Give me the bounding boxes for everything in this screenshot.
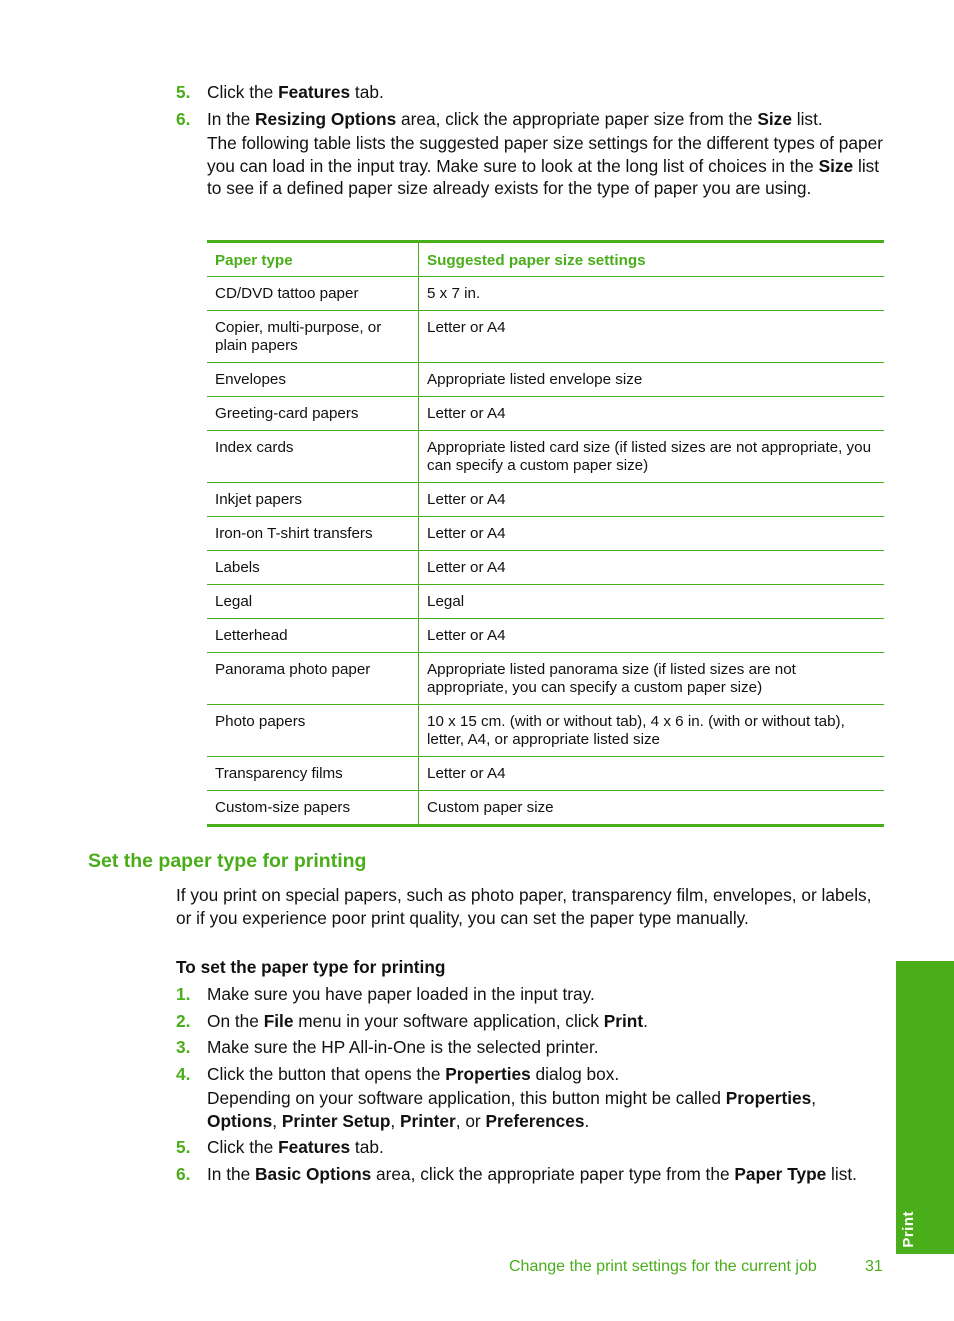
step-bold: Resizing Options	[255, 108, 397, 129]
step-number: 5.	[176, 1137, 191, 1157]
table-cell: 10 x 15 cm. (with or without tab), 4 x 6 in. (with or without tab), letter, A4, or appropriate listed size	[419, 705, 885, 757]
step-bold: Print	[603, 1010, 644, 1031]
table-cell: Inkjet papers	[207, 483, 419, 517]
table-row	[207, 397, 884, 431]
paragraph-text: list to see if a defined paper size already exists for the type of paper you are using.	[207, 155, 880, 198]
step-text: area, click the appropriate paper size from the	[396, 108, 758, 129]
table-cell: Letter or A4	[419, 619, 885, 653]
table-row	[207, 551, 884, 585]
table-row	[207, 277, 884, 311]
step-text: list.	[826, 1163, 857, 1184]
table-cell: Labels	[207, 551, 419, 585]
step-text: tab.	[350, 82, 384, 102]
paragraph-text: ,	[811, 1088, 817, 1108]
step-bold: Properties	[445, 1063, 531, 1084]
step-text: dialog box.	[530, 1063, 620, 1084]
table-cell: Letter or A4	[419, 311, 885, 363]
step-2	[176, 1010, 888, 1033]
table-cell: Panorama photo paper	[207, 653, 419, 705]
step-paragraph	[207, 132, 888, 200]
table-row	[207, 757, 884, 791]
paragraph-text: The following table lists the suggested paper size settings for the different types of paper you can load in the input tray. Make sure to look at the long list of choices in the	[207, 133, 883, 176]
table-cell: Appropriate listed card size (if listed sizes are not appropriate, you can specify a custom paper size)	[419, 431, 885, 483]
column-header-suggested-size: Suggested paper size settings	[419, 242, 885, 277]
step-text: area, click the appropriate paper type from the	[371, 1163, 735, 1184]
paragraph-bold: Options	[207, 1110, 273, 1131]
chapter-tab-label: Print	[900, 1211, 917, 1248]
footer-title: Change the print settings for the current job	[509, 1258, 817, 1275]
table-row	[207, 363, 884, 397]
paragraph-text: , or	[455, 1110, 486, 1131]
table-cell: Letter or A4	[419, 397, 885, 431]
table-row	[207, 791, 884, 826]
table-cell: Legal	[207, 585, 419, 619]
table-row	[207, 483, 884, 517]
table-cell: Custom-size papers	[207, 791, 419, 826]
paragraph-bold: Printer Setup	[281, 1110, 391, 1131]
step-text: Make sure the HP All-in-One is the selected printer.	[207, 1037, 599, 1057]
column-header-paper-type: Paper type	[207, 242, 419, 277]
step-text: In the	[207, 1163, 256, 1184]
table-row	[207, 311, 884, 363]
step-5	[176, 1136, 888, 1159]
step-bold: Features	[278, 1137, 351, 1157]
table-row	[207, 431, 884, 483]
paragraph-text: ,	[272, 1110, 282, 1131]
table-cell: Letter or A4	[419, 483, 885, 517]
step-number: 6.	[176, 1163, 191, 1184]
step-bold: File	[263, 1010, 294, 1031]
step-6	[176, 1163, 888, 1186]
table-row	[207, 619, 884, 653]
step-number: 1.	[176, 984, 191, 1004]
paragraph-text: .	[584, 1110, 590, 1131]
steps-top	[176, 81, 888, 204]
step-1	[176, 983, 888, 1006]
step-text: menu in your software application, click	[293, 1010, 604, 1031]
table-cell: Iron-on T-shirt transfers	[207, 517, 419, 551]
step-number: 2.	[176, 1010, 191, 1031]
table-cell: Transparency films	[207, 757, 419, 791]
table-row	[207, 653, 884, 705]
section-heading: Set the paper type for printing	[88, 850, 367, 872]
step-text: Make sure you have paper loaded in the input tray.	[207, 984, 595, 1004]
table-cell: Copier, multi-purpose, or plain papers	[207, 311, 419, 363]
step-text: Click the	[207, 82, 279, 102]
steps-bottom	[176, 983, 888, 1189]
table-cell: Legal	[419, 585, 885, 619]
table-cell: Greeting-card papers	[207, 397, 419, 431]
procedure-heading: To set the paper type for printing	[176, 957, 446, 977]
step-bold: Basic Options	[255, 1163, 372, 1184]
step-text: list.	[791, 108, 823, 129]
table-cell: Appropriate listed panorama size (if listed sizes are not appropriate, you can specify a custom paper size)	[419, 653, 885, 705]
step-text: On the	[207, 1010, 264, 1031]
table-cell: CD/DVD tattoo paper	[207, 277, 419, 311]
paper-size-table	[207, 240, 884, 827]
table-cell: Envelopes	[207, 363, 419, 397]
step-text: Click the	[207, 1137, 279, 1157]
step-bold: Paper Type	[734, 1163, 827, 1184]
step-paragraph	[207, 1087, 888, 1132]
table-cell: Appropriate listed envelope size	[419, 363, 885, 397]
chapter-side-tab	[896, 961, 954, 1254]
table-cell: Custom paper size	[419, 791, 885, 826]
step-number: 3.	[176, 1037, 191, 1057]
section-intro: If you print on special papers, such as photo paper, transparency film, envelopes, or labels, or if you experience poor print quality, you can set the paper type manually.	[176, 885, 872, 928]
step-3	[176, 1036, 888, 1059]
step-text: tab.	[350, 1137, 384, 1157]
step-number: 5.	[176, 82, 191, 102]
table-row	[207, 585, 884, 619]
paragraph-text: Depending on your software application, this button might be called	[207, 1088, 726, 1108]
step-text: Click the button that opens the	[207, 1063, 446, 1084]
table-row	[207, 517, 884, 551]
step-5-top	[176, 81, 888, 104]
table-cell: Letter or A4	[419, 517, 885, 551]
paragraph-bold: Properties	[725, 1088, 812, 1108]
table-cell: Letterhead	[207, 619, 419, 653]
step-bold: Features	[278, 82, 351, 102]
step-text: .	[643, 1010, 648, 1031]
step-number: 6.	[176, 108, 191, 129]
step-text: In the	[207, 108, 256, 129]
step-bold: Size	[757, 108, 792, 129]
table-cell: Photo papers	[207, 705, 419, 757]
step-number: 4.	[176, 1063, 191, 1084]
page-number: 31	[865, 1258, 883, 1275]
table-cell: Letter or A4	[419, 551, 885, 585]
table-cell: 5 x 7 in.	[419, 277, 885, 311]
paragraph-text: ,	[390, 1110, 401, 1131]
step-6-top	[176, 108, 888, 200]
paragraph-bold: Printer	[400, 1110, 456, 1131]
step-4	[176, 1063, 888, 1133]
table-row	[207, 705, 884, 757]
table-header-row	[207, 242, 884, 277]
paragraph-bold: Preferences	[485, 1110, 585, 1131]
table-cell: Index cards	[207, 431, 419, 483]
paragraph-bold: Size	[818, 155, 854, 176]
table-cell: Letter or A4	[419, 757, 885, 791]
